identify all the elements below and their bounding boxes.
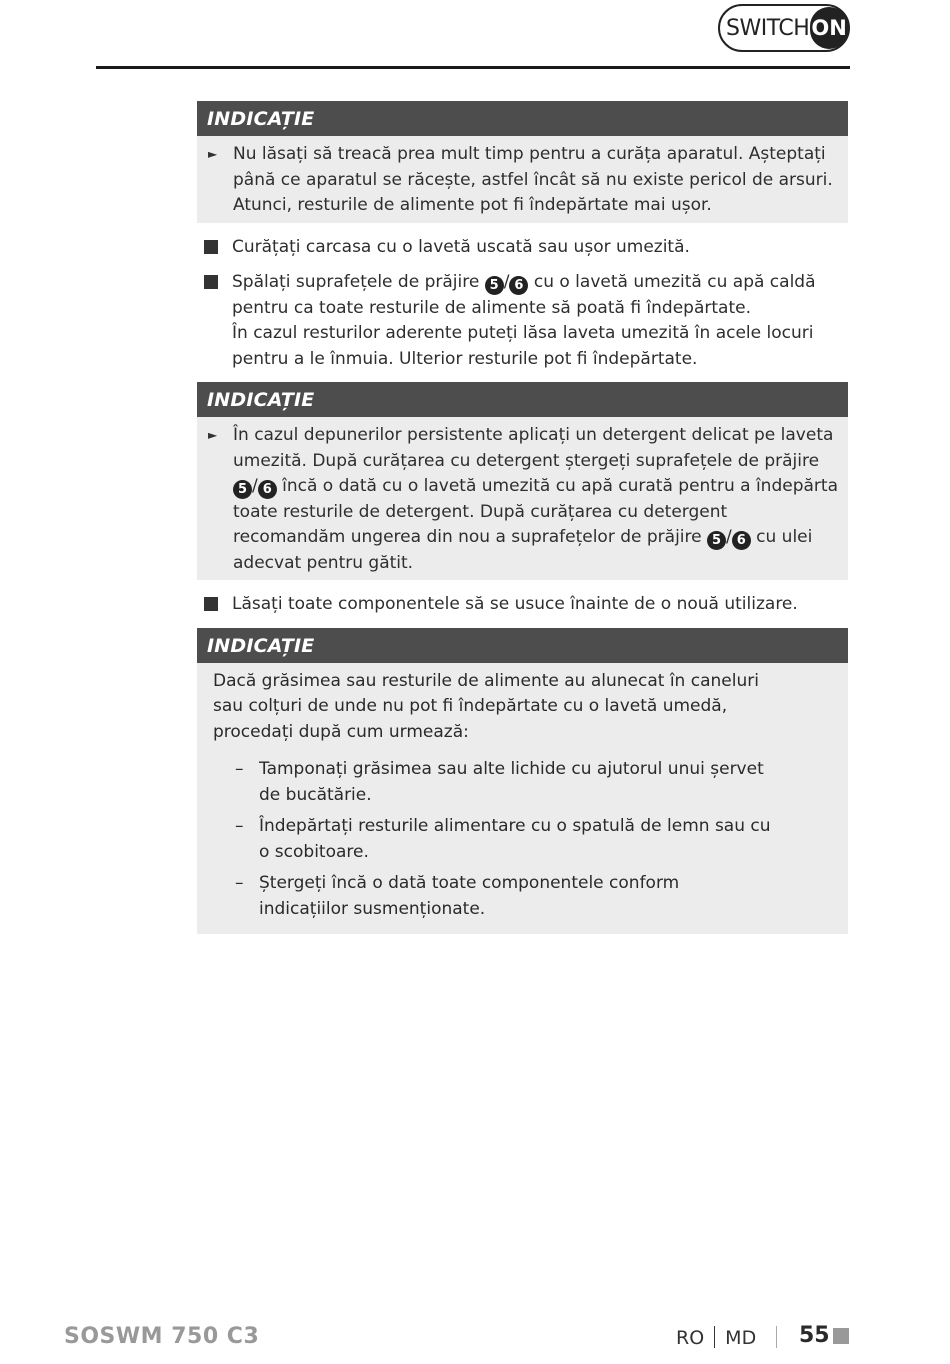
logo-text: SWITCH <box>726 15 810 41</box>
note-item <box>207 142 838 219</box>
square-bullet-icon <box>204 240 218 254</box>
note-body <box>197 136 848 223</box>
dash-item <box>213 814 832 865</box>
dash-item-text: Ștergeți încă o dată toate componentele conform indicațiilor susmenționate. <box>259 873 680 919</box>
bullet-item <box>197 235 848 261</box>
part-6-ref-icon: 6 <box>258 480 277 499</box>
part-6-ref-icon: 6 <box>732 531 751 550</box>
logo-on-text: ON <box>811 16 847 40</box>
part-5-ref-icon: 5 <box>233 480 252 499</box>
switch-on-logo <box>718 4 850 52</box>
page-content <box>197 101 848 934</box>
bullet-text-part: cu o lavetă umezită cu apă caldă pentru ca toate resturile de alimente să poată fi îndepărtate. <box>232 272 816 318</box>
ref-slash: / <box>726 527 732 547</box>
bullet-text: Lăsați toate componentele să se usuce înainte de o nouă utilizare. <box>232 594 798 614</box>
square-bullet-icon <box>204 597 218 611</box>
power-on-icon <box>810 7 848 49</box>
triangle-right-icon: ► <box>208 428 218 442</box>
page-square-icon <box>833 1328 849 1344</box>
bullet-text: Curățați carcasa cu o lavetă uscată sau ușor umezită. <box>232 236 690 257</box>
bullet-item <box>197 270 848 372</box>
note-title: INDICAȚIE <box>197 628 848 663</box>
footer-language <box>676 1326 756 1349</box>
dash-list <box>213 757 832 922</box>
note-title: INDICAȚIE <box>197 382 848 417</box>
note-text-part: În cazul depunerilor persistente aplicați un detergent delicat pe laveta umezită. După curățarea cu detergent ștergeți suprafețele de prăjire <box>233 425 834 471</box>
ref-slash: / <box>252 476 258 496</box>
part-5-ref-icon: 5 <box>707 531 726 550</box>
note-intro: Dacă grăsimea sau resturile de alimente au alunecat în caneluri sau colțuri de unde nu pot fi îndepărtate cu o lavetă umedă, procedați după cum urmează: <box>213 670 759 742</box>
note-body <box>197 663 848 935</box>
part-6-ref-icon: 6 <box>509 276 528 295</box>
bullet-text-part: În cazul resturilor aderente puteți lăsa laveta umezită în acele locuri pentru a le înmuia. Ulterior resturile pot fi îndepărtate. <box>232 323 814 369</box>
note-text-part: încă o dată cu o lavetă umezită cu apă curată pentru a îndepărta toate resturile de detergent. După curățarea cu detergent recomandăm ungerea din nou a suprafețelor de prăjire <box>233 476 838 547</box>
note-title: INDICAȚIE <box>197 101 848 136</box>
triangle-right-icon: ► <box>208 147 218 161</box>
note-item <box>207 423 838 576</box>
footer-lang-md: MD <box>725 1327 757 1349</box>
note-item-text <box>233 423 838 576</box>
dash-item <box>213 871 832 922</box>
bullet-text-part: Spălați suprafețele de prăjire <box>232 272 480 292</box>
ref-slash: / <box>503 272 510 292</box>
footer-divider <box>776 1326 777 1348</box>
note-text-part: cu ulei adecvat pentru gătit. <box>233 527 813 573</box>
page-number: 55 <box>799 1323 830 1348</box>
part-5-ref-icon: 5 <box>485 276 504 295</box>
dash-bullet-icon: – <box>235 759 244 779</box>
dash-bullet-icon: – <box>235 816 244 836</box>
dash-item-text: Îndepărtați resturile alimentare cu o spatulă de lemn sau cu o scobitoare. <box>259 816 771 862</box>
bullet-text <box>232 270 848 372</box>
note-box-1 <box>197 101 848 223</box>
dash-bullet-icon: – <box>235 873 244 893</box>
footer-model-number: SOSWM 750 C3 <box>64 1324 260 1349</box>
note-box-2 <box>197 382 848 580</box>
footer-lang-ro: RO <box>676 1327 705 1349</box>
header-rule <box>96 66 850 69</box>
note-item-text: Nu lăsați să treacă prea mult timp pentru a curăța aparatul. Așteptați până ce aparatul se răcește, astfel încât să nu existe pericol de arsuri. Atunci, resturile de alimente pot fi îndepărtate mai ușor. <box>233 144 833 215</box>
note-box-3 <box>197 628 848 935</box>
dash-item <box>213 757 832 808</box>
bullet-item <box>197 592 848 618</box>
square-bullet-icon <box>204 275 218 289</box>
note-body <box>197 417 848 580</box>
dash-item-text: Tamponați grăsimea sau alte lichide cu ajutorul unui șervet de bucătărie. <box>259 759 764 805</box>
footer-lang-separator <box>714 1326 715 1348</box>
